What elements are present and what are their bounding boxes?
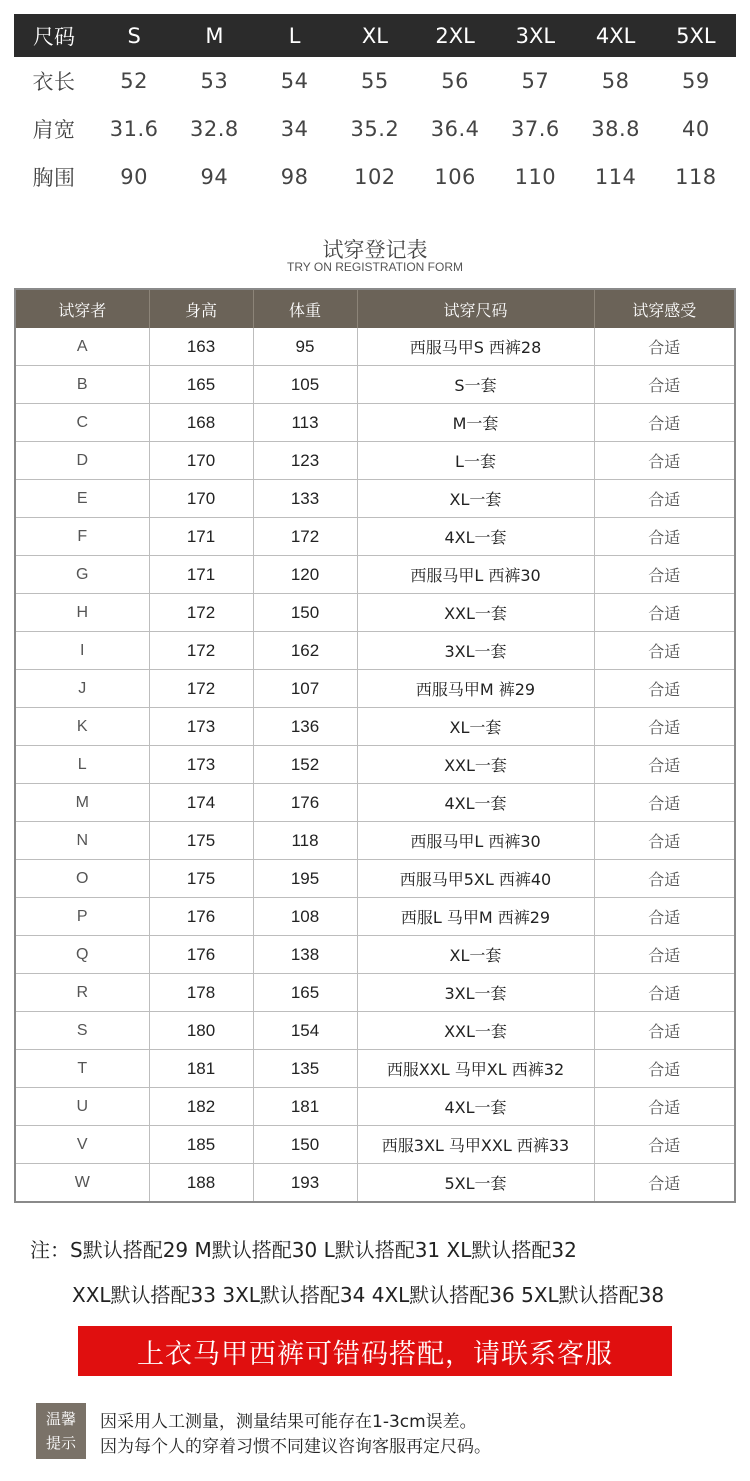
size-header-cell: 3XL (495, 14, 575, 57)
fit-feeling-cell: 合适 (594, 898, 734, 936)
size-value-cell: 98 (280, 165, 309, 189)
reg-header-cell: 身高 (149, 290, 253, 328)
registration-row (16, 328, 734, 366)
fit-feeling-cell: 合适 (594, 404, 734, 442)
size-value-cell: 54 (280, 69, 309, 93)
size-header-cell: 5XL (656, 14, 736, 57)
fit-feeling-cell: 合适 (594, 328, 734, 366)
weight-cell: 193 (253, 1164, 357, 1202)
height-cell: 174 (149, 784, 253, 822)
fit-feeling-cell: 合适 (594, 860, 734, 898)
weight-cell: 136 (253, 708, 357, 746)
tester-cell: R (16, 974, 149, 1012)
registration-row (16, 1050, 734, 1088)
trial-size-cell: XXL一套 (357, 746, 594, 784)
size-value-cell: 32.8 (189, 117, 239, 141)
tip-badge-line-2: 提示 (45, 1434, 76, 1452)
size-header-cell: S (94, 14, 174, 57)
tester-cell: I (16, 632, 149, 670)
size-chart-row (14, 105, 736, 153)
fit-feeling-cell: 合适 (594, 632, 734, 670)
form-title: 试穿登记表 (322, 238, 428, 262)
size-value-cell: 118 (675, 165, 717, 189)
weight-cell: 172 (253, 518, 357, 556)
tester-cell: U (16, 1088, 149, 1126)
height-cell: 180 (149, 1012, 253, 1050)
trial-size-cell: 西服L 马甲M 西裤29 (357, 898, 594, 936)
trial-size-cell: 西服3XL 马甲XXL 西裤33 (357, 1126, 594, 1164)
reg-header-cell: 试穿感受 (594, 290, 734, 328)
tip-text-line-2: 因为每个人的穿着习惯不同建议咨询客服再定尺码。 (100, 1437, 491, 1457)
height-cell: 181 (149, 1050, 253, 1088)
tester-cell: D (16, 442, 149, 480)
height-cell: 168 (149, 404, 253, 442)
weight-cell: 150 (253, 1126, 357, 1164)
size-chart-body (14, 57, 736, 201)
fit-feeling-cell: 合适 (594, 974, 734, 1012)
size-value-cell: 38.8 (591, 117, 640, 141)
registration-row (16, 594, 734, 632)
size-header-cell: 尺码 (14, 14, 94, 57)
registration-row (16, 442, 734, 480)
tester-cell: N (16, 822, 149, 860)
fit-feeling-cell: 合适 (594, 1050, 734, 1088)
tip-badge-line-1: 温馨 (45, 1410, 76, 1428)
tip-text-line-1: 因采用人工测量，测量结果可能存在1-3cm误差。 (100, 1412, 477, 1432)
fit-feeling-cell: 合适 (594, 746, 734, 784)
weight-cell: 123 (253, 442, 357, 480)
tester-cell: T (16, 1050, 149, 1088)
registration-row (16, 1126, 734, 1164)
registration-row (16, 746, 734, 784)
height-cell: 171 (149, 556, 253, 594)
size-value-cell: 53 (200, 69, 229, 93)
weight-cell: 162 (253, 632, 357, 670)
registration-row (16, 1164, 734, 1202)
size-value-cell: 57 (521, 69, 550, 93)
height-cell: 172 (149, 670, 253, 708)
size-value-cell: 35.2 (350, 117, 400, 141)
matching-note-line-2: XXL默认搭配33 3XL默认搭配34 4XL默认搭配36 5XL默认搭配38 (72, 1283, 665, 1307)
size-header-cell: L (255, 14, 335, 57)
trial-size-cell: 3XL一套 (357, 974, 594, 1012)
trial-size-cell: XXL一套 (357, 1012, 594, 1050)
height-cell: 175 (149, 860, 253, 898)
height-cell: 188 (149, 1164, 253, 1202)
size-row-label: 衣长 (32, 70, 76, 94)
weight-cell: 165 (253, 974, 357, 1012)
size-value-cell: 59 (682, 69, 710, 93)
tester-cell: C (16, 404, 149, 442)
fit-feeling-cell: 合适 (648, 1174, 681, 1193)
registration-body (16, 328, 734, 1201)
registration-row (16, 708, 734, 746)
size-value-cell: 40 (682, 117, 710, 141)
registration-table (16, 290, 734, 1201)
size-header-cell: M (174, 14, 254, 57)
registration-row (16, 898, 734, 936)
fit-feeling-cell: 合适 (594, 708, 734, 746)
trial-size-cell: L一套 (357, 442, 594, 480)
height-cell: 185 (149, 1126, 253, 1164)
registration-row (16, 366, 734, 404)
fit-feeling-cell: 合适 (594, 480, 734, 518)
tester-cell: J (16, 670, 149, 708)
registration-row (16, 518, 734, 556)
weight-cell: 154 (253, 1012, 357, 1050)
height-cell: 172 (149, 632, 253, 670)
trial-size-cell: XL一套 (357, 708, 594, 746)
fit-feeling-cell: 合适 (594, 784, 734, 822)
height-cell: 173 (149, 746, 253, 784)
reg-header-cell: 体重 (253, 290, 357, 328)
size-value-cell: 106 (434, 165, 476, 189)
size-value-cell: 55 (361, 69, 389, 93)
size-row-label: 肩宽 (32, 118, 76, 142)
height-cell: 182 (149, 1088, 253, 1126)
trial-size-cell: 4XL一套 (357, 784, 594, 822)
trial-size-cell: XXL一套 (357, 594, 594, 632)
reg-header-cell: 试穿尺码 (357, 290, 594, 328)
registration-row (16, 670, 734, 708)
registration-row (16, 480, 734, 518)
height-cell: 172 (149, 594, 253, 632)
tester-cell: M (16, 784, 149, 822)
reg-header-cell: 试穿者 (16, 290, 149, 328)
trial-size-cell: 5XL一套 (357, 1164, 594, 1202)
trial-size-cell: 西服马甲S 西裤28 (357, 328, 594, 366)
size-value-cell: 58 (601, 69, 630, 93)
registration-row (16, 784, 734, 822)
weight-cell: 133 (253, 480, 357, 518)
weight-cell: 150 (253, 594, 357, 632)
tester-cell: B (16, 366, 149, 404)
trial-size-cell: 4XL一套 (357, 1088, 594, 1126)
tester-cell: E (16, 480, 149, 518)
registration-row (16, 822, 734, 860)
height-cell: 165 (149, 366, 253, 404)
tester-cell: F (16, 518, 149, 556)
fit-feeling-cell: 合适 (594, 936, 734, 974)
registration-row (16, 1012, 734, 1050)
trial-size-cell: 4XL一套 (357, 518, 594, 556)
registration-row (16, 860, 734, 898)
fit-feeling-cell: 合适 (594, 1012, 734, 1050)
weight-cell: 108 (253, 898, 357, 936)
form-subtitle: TRY ON REGISTRATION FORM (286, 260, 463, 274)
fit-feeling-cell: 合适 (594, 822, 734, 860)
height-cell: 176 (149, 936, 253, 974)
weight-cell: 181 (253, 1088, 357, 1126)
size-header-cell: XL (335, 14, 415, 57)
fit-feeling-cell: 合适 (594, 1126, 734, 1164)
fit-feeling-cell: 合适 (594, 556, 734, 594)
tester-cell: V (16, 1126, 149, 1164)
fit-feeling-cell: 合适 (594, 670, 734, 708)
trial-size-cell: XL一套 (357, 480, 594, 518)
tester-cell: H (16, 594, 149, 632)
size-chart-header-row (14, 14, 736, 57)
trial-size-cell: 西服马甲5XL 西裤40 (357, 860, 594, 898)
matching-note-line-1: 注：S默认搭配29 M默认搭配30 L默认搭配31 XL默认搭配32 (30, 1238, 577, 1262)
tester-cell: A (16, 328, 149, 366)
weight-cell: 176 (253, 784, 357, 822)
size-value-cell: 94 (200, 165, 229, 189)
tip-badge (36, 1403, 86, 1459)
height-cell: 175 (149, 822, 253, 860)
tester-cell: O (16, 860, 149, 898)
registration-row (16, 556, 734, 594)
weight-cell: 135 (253, 1050, 357, 1088)
size-value-cell: 90 (120, 165, 148, 189)
height-cell: 178 (149, 974, 253, 1012)
trial-size-cell: S一套 (357, 366, 594, 404)
size-value-cell: 52 (120, 69, 148, 93)
registration-row (16, 404, 734, 442)
size-value-cell: 110 (514, 165, 557, 189)
weight-cell: 113 (253, 404, 357, 442)
size-value-cell: 37.6 (510, 117, 560, 141)
trial-size-cell: 西服马甲L 西裤30 (357, 556, 594, 594)
registration-table-frame (14, 288, 736, 1203)
trial-size-cell: M一套 (357, 404, 594, 442)
fit-feeling-cell: 合适 (594, 1088, 734, 1126)
weight-cell: 120 (253, 556, 357, 594)
fit-feeling-cell: 合适 (594, 366, 734, 404)
fit-feeling-cell: 合适 (594, 442, 734, 480)
tester-cell: P (16, 898, 149, 936)
weight-cell: 118 (253, 822, 357, 860)
trial-size-cell: XL一套 (357, 936, 594, 974)
fit-feeling-cell: 合适 (594, 518, 734, 556)
weight-cell: 138 (253, 936, 357, 974)
fit-feeling-cell: 合适 (594, 594, 734, 632)
weight-cell: 105 (253, 366, 357, 404)
tester-cell: S (16, 1012, 149, 1050)
height-cell: 170 (149, 442, 253, 480)
tester-cell: L (16, 746, 149, 784)
size-chart-table (14, 14, 736, 201)
height-cell: 176 (149, 898, 253, 936)
registration-row (16, 936, 734, 974)
size-value-cell: 31.6 (109, 117, 159, 141)
size-header-cell: 2XL (415, 14, 495, 57)
tester-cell: K (16, 708, 149, 746)
trial-size-cell: 西服马甲M 裤29 (357, 670, 594, 708)
size-chart-row (14, 153, 736, 201)
registration-header-row (16, 290, 734, 328)
size-value-cell: 102 (354, 165, 396, 189)
size-value-cell: 34 (280, 117, 309, 141)
size-value-cell: 36.4 (430, 117, 480, 141)
tester-cell: G (16, 556, 149, 594)
height-cell: 163 (149, 328, 253, 366)
size-row-label: 胸围 (32, 166, 76, 190)
registration-row (16, 974, 734, 1012)
size-chart-row (14, 57, 736, 105)
tester-cell: Q (16, 936, 149, 974)
weight-cell: 195 (253, 860, 357, 898)
tester-cell: W (16, 1164, 149, 1202)
trial-size-cell: 西服马甲L 西裤30 (357, 822, 594, 860)
trial-size-cell: 3XL一套 (357, 632, 594, 670)
height-cell: 170 (149, 480, 253, 518)
size-value-cell: 56 (441, 69, 469, 93)
mix-size-banner: 上衣马甲西裤可错码搭配，请联系客服 (78, 1326, 672, 1376)
trial-size-cell: 西服XXL 马甲XL 西裤32 (357, 1050, 594, 1088)
size-value-cell: 114 (594, 165, 637, 189)
registration-row (16, 1088, 734, 1126)
weight-cell: 95 (253, 328, 357, 366)
height-cell: 171 (149, 518, 253, 556)
weight-cell: 107 (253, 670, 357, 708)
height-cell: 173 (149, 708, 253, 746)
registration-row (16, 632, 734, 670)
weight-cell: 152 (253, 746, 357, 784)
size-header-cell: 4XL (576, 14, 656, 57)
